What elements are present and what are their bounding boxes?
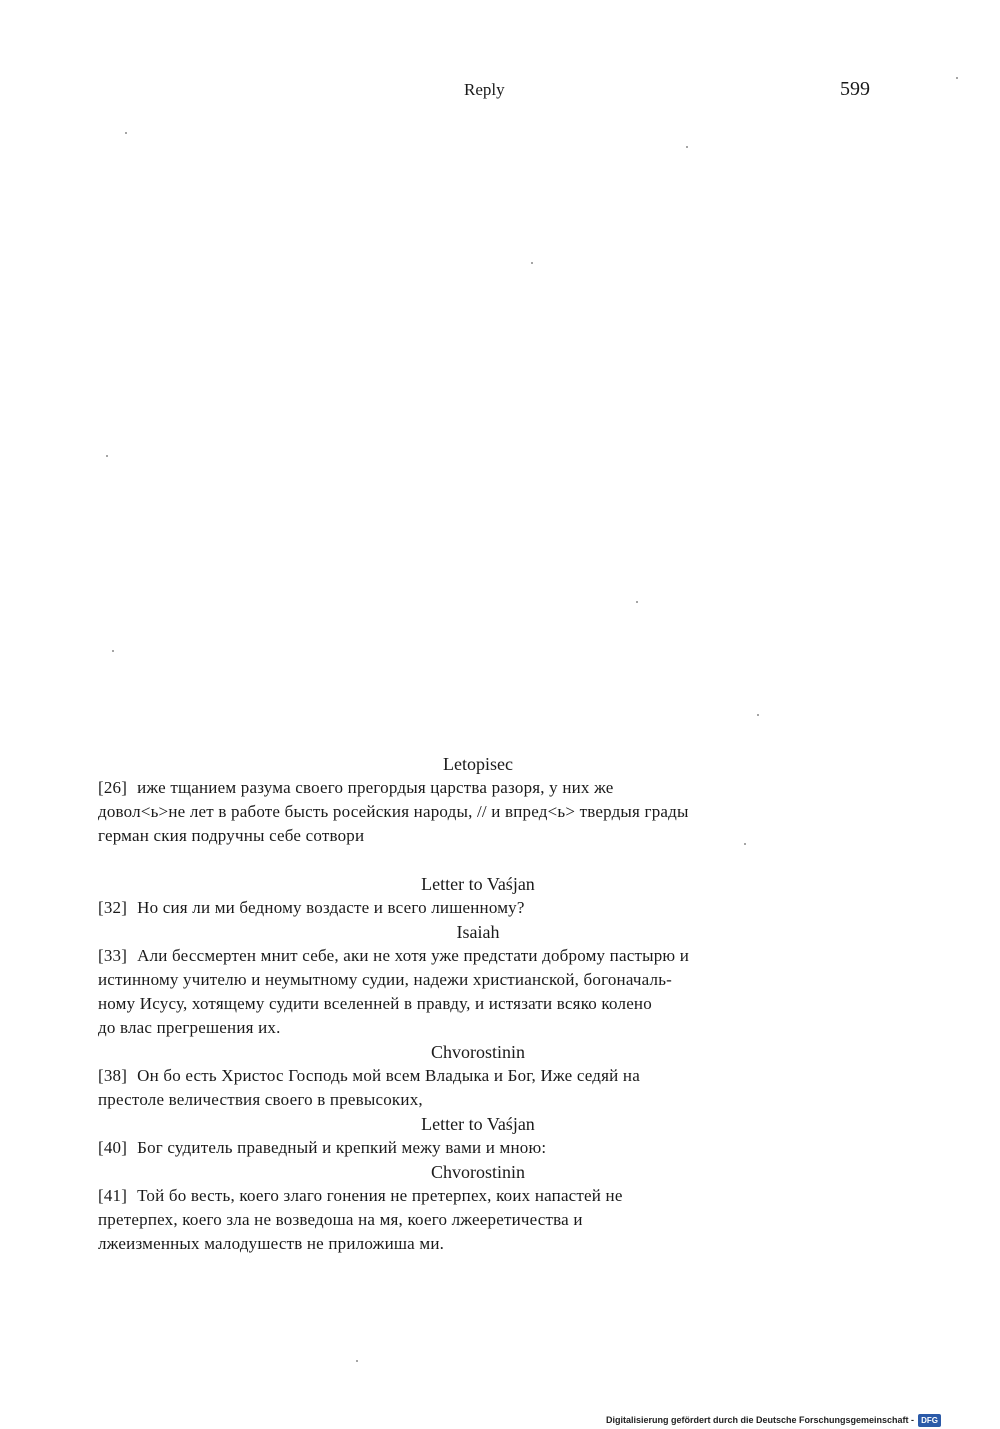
passage-line: иже тщанием разума своего прегордыя царства разоря, у них же xyxy=(137,778,614,797)
section-heading: Letopisec xyxy=(443,754,513,774)
passage-number: [26] xyxy=(98,778,128,797)
scan-speck xyxy=(106,455,108,457)
scan-speck xyxy=(744,843,746,845)
page-number: 599 xyxy=(840,78,870,100)
section-heading: Letter to Vaśjan xyxy=(421,1114,535,1134)
passage-line: истинному учителю и неумытному судии, надежи христианской, богоначаль- xyxy=(98,970,673,989)
scan-speck xyxy=(956,77,958,79)
scan-speck xyxy=(125,132,127,134)
passage-line: Бог судитель праведный и крепкий межу вами и мною: xyxy=(137,1138,547,1157)
passage-line: ному Исусу, хотящему судити вселенней в правду, и истязати всяко колено xyxy=(98,994,652,1013)
text-body xyxy=(98,752,858,1256)
section-heading: Chvorostinin xyxy=(430,1042,525,1062)
digitization-footer xyxy=(606,1412,996,1428)
passage-line: довол<ь>не лет в работе бысть росейския народы, // и впред<ь> твердыя грады xyxy=(98,802,689,821)
passage-number: [33] xyxy=(98,946,128,965)
passage-line: до влас прегрешения их. xyxy=(98,1018,281,1037)
spacer xyxy=(98,848,858,872)
scan-speck xyxy=(686,146,688,148)
passage-32 xyxy=(98,896,858,920)
passage-line: Он бо есть Христос Господь мой всем Владыка и Бог, Иже седяй на xyxy=(137,1066,640,1085)
scan-speck xyxy=(112,650,114,652)
dfg-logo-icon: DFG xyxy=(918,1414,941,1427)
passage-number: [41] xyxy=(98,1186,128,1205)
scan-speck xyxy=(356,1360,358,1362)
passage-line: лжеизменных малодушеств не приложиша ми. xyxy=(98,1234,445,1253)
passage-line: Али бессмертен мнит себе, аки не хотя уже предстати доброму пастырю и xyxy=(137,946,690,965)
footer-credit: Digitalisierung gefördert durch die Deutsche Forschungsgemeinschaft - xyxy=(606,1415,915,1425)
running-head xyxy=(0,80,1000,104)
passage-26 xyxy=(98,776,858,848)
scan-speck xyxy=(757,714,759,716)
passage-line: претерпех, коего зла не возведоша на мя, коего лжееретичества и xyxy=(98,1210,583,1229)
passage-41 xyxy=(98,1184,858,1256)
passage-number: [40] xyxy=(98,1138,128,1157)
passage-line: герман ския подручны себе сотвори xyxy=(98,826,365,845)
section-heading: Letter to Vaśjan xyxy=(421,874,535,894)
passage-38 xyxy=(98,1064,858,1112)
scan-speck xyxy=(531,262,533,264)
passage-40 xyxy=(98,1136,858,1160)
passage-33 xyxy=(98,944,858,1040)
scan-speck xyxy=(636,601,638,603)
passage-number: [38] xyxy=(98,1066,128,1085)
passage-number: [32] xyxy=(98,898,128,917)
section-heading: Isaiah xyxy=(456,922,500,942)
passage-line: Но сия ли ми бедному воздасте и всего лишенному? xyxy=(137,898,525,917)
passage-line: престоле величествия своего в превысоких, xyxy=(98,1090,423,1109)
passage-line: Той бо весть, коего злаго гонения не претерпех, коих напастей не xyxy=(137,1186,623,1205)
section-heading: Chvorostinin xyxy=(430,1162,525,1182)
running-title: Reply xyxy=(464,80,505,99)
